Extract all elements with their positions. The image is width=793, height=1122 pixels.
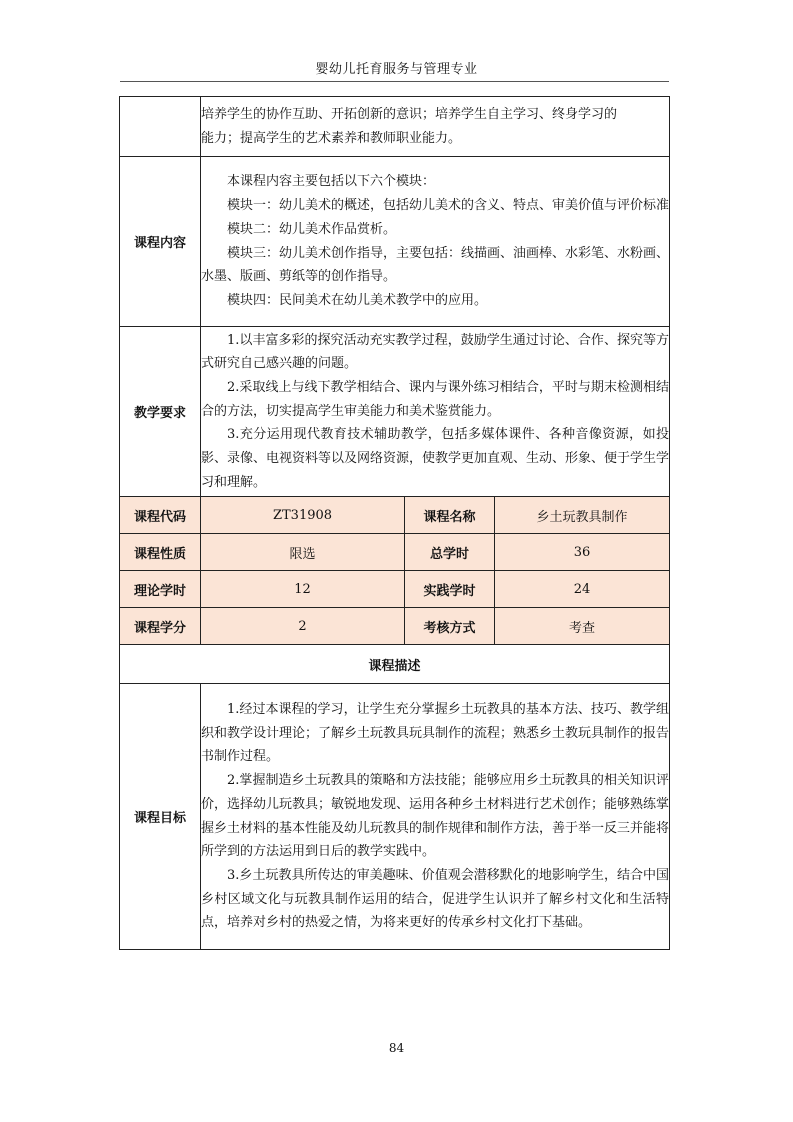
course-name-value: 乡土玩教具制作 bbox=[495, 497, 670, 534]
assessment-value: 考查 bbox=[495, 608, 670, 645]
paragraph: 模块一：幼儿美术的概述，包括幼儿美术的含义、特点、审美价值与评价标准 bbox=[227, 198, 670, 214]
paragraph: 3.乡土玩教具所传达的审美趣味、价值观会潜移默化的地影响学生，结合中国乡村区域文化与玩教具制作运用的结合，促进学生认识并了解乡村文化和生活特点，培养对乡村的热爱之情，为将来更好的传承乡村文化打下基础。 bbox=[201, 867, 670, 931]
info-row-hours bbox=[120, 571, 670, 608]
theory-hours-value: 12 bbox=[201, 571, 405, 608]
paragraph: 1.以丰富多彩的探究活动充实教学过程，鼓励学生通过讨论、合作、探究等方式研究自己感兴趣的问题。 bbox=[201, 332, 670, 372]
info-row-nature bbox=[120, 534, 670, 571]
theory-hours-label: 理论学时 bbox=[120, 571, 201, 608]
goals-label: 课程目标 bbox=[120, 684, 201, 950]
empty-label-cell bbox=[120, 97, 201, 157]
credit-label: 课程学分 bbox=[120, 608, 201, 645]
paragraph: 2.掌握制造乡土玩教具的策略和方法技能；能够应用乡土玩教具的相关知识评价，选择幼儿玩教具；敏锐地发现、运用各种乡土材料进行艺术创作；能够熟练掌握乡土材料的基本性能及幼儿玩教具的制作规律和制作方法，善于举一反三并能将所学到的方法运用到日后的教学实践中。 bbox=[201, 773, 670, 860]
requirements-label: 教学要求 bbox=[120, 327, 201, 497]
text-line: 能力；提高学生的艺术素养和教师职业能力。 bbox=[201, 130, 462, 146]
text-line: 培养学生的协作互助、开拓创新的意识；培养学生自主学习、终身学习的 bbox=[201, 106, 618, 122]
objectives-continuation-text bbox=[201, 97, 670, 157]
goals-text bbox=[201, 684, 670, 950]
paragraph: 本课程内容主要包括以下六个模块： bbox=[227, 174, 436, 190]
total-hours-label: 总学时 bbox=[405, 534, 495, 571]
practice-hours-value: 24 bbox=[495, 571, 670, 608]
course-nature-value: 限选 bbox=[201, 534, 405, 571]
content-row bbox=[120, 157, 670, 327]
paragraph: 1.经过本课程的学习，让学生充分掌握乡土玩教具的基本方法、技巧、教学组织和教学设计理论；了解乡土玩教具玩具制作的流程；熟悉乡土教玩具制作的报告书制作过程。 bbox=[201, 701, 670, 765]
description-header-row bbox=[120, 645, 670, 684]
course-name-label: 课程名称 bbox=[405, 497, 495, 534]
paragraph: 2.采取线上与线下教学相结合、课内与课外练习相结合，平时与期末检测相结合的方法，切实提高学生审美能力和美术鉴赏能力。 bbox=[201, 379, 670, 419]
course-code-value: ZT31908 bbox=[201, 497, 405, 534]
page-header: 婴幼儿托育服务与管理专业 bbox=[315, 62, 478, 77]
objectives-continuation-row bbox=[120, 97, 670, 157]
assessment-label: 考核方式 bbox=[405, 608, 495, 645]
header-divider bbox=[120, 81, 669, 82]
info-row-code bbox=[120, 497, 670, 534]
paragraph: 模块三：幼儿美术创作指导，主要包括：线描画、油画棒、水彩笔、水粉画、水墨、版画、剪纸等的创作指导。 bbox=[201, 245, 670, 285]
goals-row bbox=[120, 684, 670, 950]
course-table bbox=[119, 96, 670, 950]
page-number: 84 bbox=[388, 1041, 405, 1055]
course-nature-label: 课程性质 bbox=[120, 534, 201, 571]
paragraph: 模块四：民间美术在幼儿美术教学中的应用。 bbox=[227, 292, 488, 308]
info-row-credit bbox=[120, 608, 670, 645]
course-description-heading: 课程描述 bbox=[120, 645, 670, 684]
paragraph: 3.充分运用现代教育技术辅助教学，包括多媒体课件、各种音像资源，如投影、录像、电视资料等以及网络资源，使教学更加直观、生动、形象、便于学生学习和理解。 bbox=[201, 427, 670, 490]
requirements-text bbox=[201, 327, 670, 497]
content-text bbox=[201, 157, 670, 327]
course-code-label: 课程代码 bbox=[120, 497, 201, 534]
content-label: 课程内容 bbox=[120, 157, 201, 327]
practice-hours-label: 实践学时 bbox=[405, 571, 495, 608]
total-hours-value: 36 bbox=[495, 534, 670, 571]
credit-value: 2 bbox=[201, 608, 405, 645]
paragraph: 模块二：幼儿美术作品赏析。 bbox=[227, 221, 397, 237]
requirements-row bbox=[120, 327, 670, 497]
